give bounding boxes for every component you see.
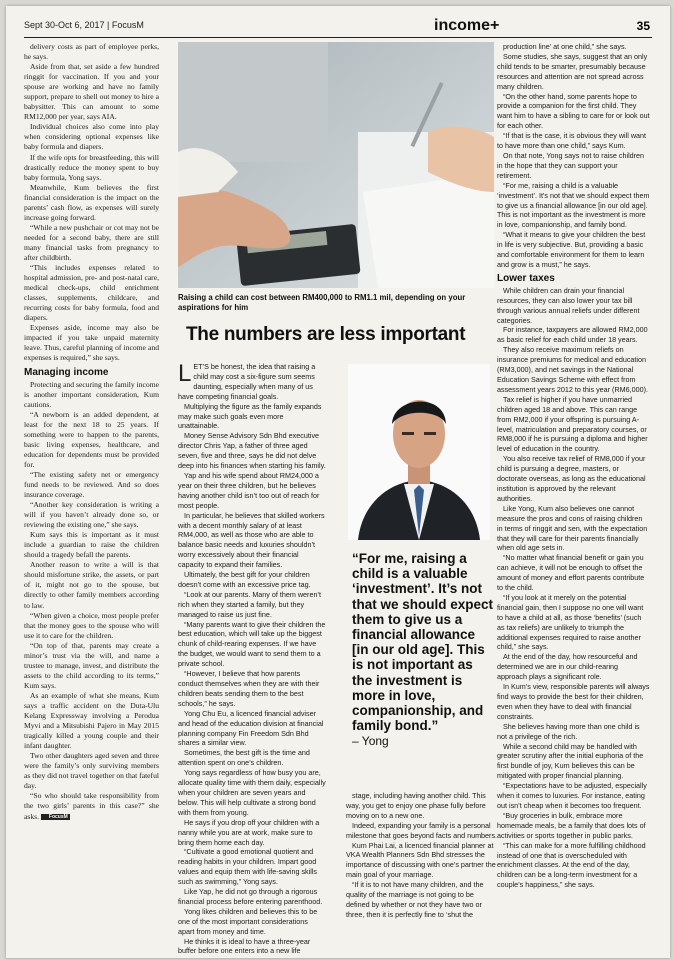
- paragraph: “The existing safety net or emergency fund needs to be reviewed. And so does insurance coverage.: [24, 469, 159, 500]
- paragraph: If the wife opts for breastfeeding, this will drastically reduce the money spent to buy baby formula, Yong says.: [24, 152, 159, 182]
- paragraph: He thinks it is ideal to have a three-year buffer before one enters into a new life: [178, 936, 311, 956]
- paragraph: At the end of the day, how resourceful and determined we are in our child-rearing approach plays a significant role.: [497, 652, 638, 682]
- article-headline: The numbers are less important: [186, 324, 466, 345]
- column-2: [178, 362, 326, 956]
- column-4: [497, 42, 650, 890]
- paragraph: Yap and his wife spend about RM24,000 a year on their three children, but he believes having another child isn’t too out of reach for most people.: [178, 470, 320, 510]
- column-3: [346, 791, 498, 920]
- paragraph: “Expectations have to be adjusted, especially when it comes to luxuries. For instance, eating out isn’t cheap when it becomes too frequent.: [497, 781, 647, 810]
- paragraph: “While a new pushchair or cot may not be needed for a second baby, there are still many financial tasks from pregnancy to after childbirth.: [24, 222, 159, 262]
- paragraph: “So who should take responsibility from the two girls’ parents in this case?” she asks. FocusM: [24, 791, 159, 821]
- drop-cap: L: [178, 360, 192, 387]
- lead-text: ET’S be honest, the idea that raising a child may cost a six-figure sum seems daunting, especially when many of us have competing financial goals.: [178, 362, 316, 401]
- paragraph: Like Yong, Kum also believes one cannot measure the pros and cons of raising children in terms of ringgit and sen, with the expectation that they will care for their parents financially when old age sets in.: [497, 503, 648, 553]
- paragraph: “However, I believe that how parents conduct themselves when they are with their children beats sending them to the best schools,” he says.: [178, 669, 320, 708]
- paragraph: Meanwhile, Kum believes the first financial consideration is the impact on the parents’ cash flow, as expenses will surely increase going forward.: [24, 182, 159, 222]
- paragraph: delivery costs as part of employee perks, he says.: [24, 42, 159, 62]
- paragraph: “No matter what financial benefit or gain you can achieve, it will not be enough to offset the amount of money and effort parents contribute to the child.: [497, 553, 645, 593]
- magazine-page: [6, 6, 670, 958]
- paragraph: “This can make for a more fulfilling childhood instead of one that is overscheduled with enrichment classes. At the end of the day, children can be a long-term investment for a couple’s happiness,” she says.: [497, 840, 646, 890]
- paragraph: “What it means to give your children the best in life is very subjective. But, providing a basic and comfortable environment for them to learn and grow is a must,” he says.: [497, 230, 646, 269]
- paragraph: “Many parents want to give their children the best education, which will take up the biggest chunk of child-rearing expenses. If we have the budget, we would want to send them to a private school.: [178, 619, 326, 669]
- paragraph: In Kum’s view, responsible parents will always find ways to provide the best for their children, even when they have to deal with financial constraints.: [497, 682, 650, 721]
- paragraph: Aside from that, set aside a few hundred ringgit for vaccination. If you and your spouse are working and have no family support, prepare to shell out money to hire a babysitter. This can amount to some RM12,000 per year, says AIA.: [24, 62, 159, 122]
- paragraph: “If it is to not have many children, and the quality of the marriage is not going to be defined by whether or not they have two or three, then it is perfectly fine to ‘shut the: [346, 880, 484, 919]
- yong-portrait-image: [348, 364, 490, 540]
- paragraph: Kum Phai Lai, a licenced financial planner at VKA Wealth Planners Sdn Bhd stresses the importance of discussing with one’s partner the main goal of your marriage.: [346, 840, 496, 880]
- paragraph: Sometimes, the best gift is the time and attention spent on one’s children.: [178, 748, 310, 768]
- photo-caption: Raising a child can cost between RM400,000 to RM1.1 mil, depending on your aspirations for him: [178, 293, 466, 312]
- paragraph: “On the other hand, some parents hope to provide a companion for the first child. They want him to have a sibling to care for or look out for each other.: [497, 91, 650, 131]
- section-title: income+: [434, 17, 500, 34]
- paragraph: Yong likes children and believes this to be one of the most important considerations apart from money and time.: [178, 906, 318, 936]
- paragraph: Like Yap, he did not go through a rigorous financial process before entering parenthood.: [178, 887, 323, 906]
- paragraph: “This includes expenses related to hospital admission, pre- and post-natal care, medical check-ups, child enrichment classes, supplements, childcare, and recurring costs for baby formula, food and diapers.: [24, 263, 159, 323]
- subheading-managing-income: Managing income: [24, 366, 109, 378]
- issue-date: Sept 30-Oct 6, 2017 | FocusM: [24, 20, 144, 30]
- paragraph: She believes having more than one child is not a privilege of the rich.: [497, 721, 640, 741]
- paragraph: “Buy groceries in bulk, embrace more homemade meals, be a family that does lots of activities or sports together in public parks.: [497, 810, 646, 840]
- paragraph: Money Sense Advisory Sdn Bhd executive director Chris Yap, a father of three aged seven, five and three, says he did not delve deep into his finances when starting his family.: [178, 431, 326, 471]
- page-header: [24, 17, 654, 34]
- paragraph: On that note, Yong says not to raise children in the hope that they can support your retirement.: [497, 150, 645, 180]
- paragraph: While a second child may be handled with greater scrutiny after the initial euphoria of the first bundle of joy, Kum believes this can be mitigated with proper financial planning.: [497, 741, 644, 781]
- paragraph: Yong Chu Eu, a licenced financial adviser and head of the education division at financial planning company Fin Freedom Sdn Bhd shares a similar view.: [178, 708, 324, 748]
- paragraph: production line’ at one child,” she says.: [503, 42, 627, 51]
- portrait-photo: [348, 364, 490, 540]
- paragraph: Tax relief is higher if you have unmarried children aged 18 and above. This can range from RM2,000 if your offspring is pursuing A-level, matriculation and preparatory courses, or RM8,000 if he is pursuing a diploma and higher level of education in the country.: [497, 394, 648, 454]
- paragraph: As an example of what she means, Kum says a traffic accident on the Duta-Ulu Kelang Expressway involving a Perodua Myvi and a Mitsubishi Pajero in May 2015 tragically killed a young couple and their infant daughter.: [24, 690, 159, 751]
- paragraph: stage, including having another child. This way, you get to enjoy one phase fully before moving on to a new one.: [346, 791, 486, 820]
- calculator-photo: [178, 42, 494, 288]
- paragraph: Indeed, expanding your family is a personal milestone that goes beyond facts and numbers.: [346, 820, 498, 840]
- paragraph: Yong says regardless of how busy you are, allocate quality time with them daily, especially when your children are seven years and below. This will help cultivate a strong bond with them from young.: [178, 768, 326, 817]
- paragraph: Ultimately, the best gift for your children doesn’t come with an excessive price tag.: [178, 570, 311, 589]
- paragraph: Two other daughters aged seven and three were the family’s only surviving members as they did not travel together on that fateful day.: [24, 751, 159, 791]
- page-number: 35: [636, 19, 650, 33]
- paragraph: Some studies, she says, suggest that an only child tends to be smarter, presumably because resources and attention are not spread across many children.: [497, 51, 648, 91]
- paragraph: “Look at our parents. Many of them weren’t rich when they started a family, but they managed to raise us just fine.: [178, 589, 322, 619]
- paragraph: Another reason to write a will is that should misfortune strike, the assets, or part of it, might not go to the spouse, but directly to other family members according to law.: [24, 560, 159, 610]
- subheading-lower-taxes: Lower taxes: [497, 272, 555, 284]
- pull-quote-attribution: – Yong: [352, 734, 389, 749]
- paragraph: “Cultivate a good emotional quotient and reading habits in your children. Impart good values and equip them with life-saving skills such as swimming,” Yong says.: [178, 847, 318, 887]
- paragraph: For instance, taxpayers are allowed RM2,000 as basic relief for each child under 18 years.: [497, 325, 648, 345]
- paragraph: “Another key consideration is writing a will if you haven’t already done so, or reviewing the existing one,” she says.: [24, 500, 159, 530]
- paragraph: Multiplying the figure as the family expands may make such goals even more unattainable.: [178, 401, 322, 431]
- column-1: [24, 42, 159, 822]
- paragraph: They also receive maximum reliefs on insurance premiums for medical and education (RM3,000), and net savings in the National Education Savings Scheme with effect from assessment years 2012 to this year (RM6,000).: [497, 345, 649, 394]
- paragraph: He says if you drop off your children with a nanny while you are at work, make sure to bring them home each day.: [178, 817, 320, 847]
- calculator-photo-image: [178, 42, 494, 288]
- lead-paragraph: [178, 362, 326, 402]
- end-tag: FocusM: [41, 814, 70, 820]
- paragraph: In particular, he believes that skilled workers with a decent monthly salary of at least RM4,000, as well as those who are able to balance basic needs and luxuries shouldn’t worry excessively about their financial capacity to expand their families.: [178, 510, 325, 570]
- paragraph: “If you look at it merely on the potential financial gain, then I suppose no one will want to have a child at all, as those ‘benefits’ (such as tax reliefs) are unlikely to triumph the additional expenses required to raise another child,” she says.: [497, 592, 644, 652]
- header-rule: [24, 37, 652, 38]
- paragraph: “On top of that, parents may create a minor’s trust via the will, and name a trustee to manage, invest, and distribute the assets to the child according to its terms,” Kum says.: [24, 640, 159, 690]
- paragraph: You also receive tax relief of RM8,000 if your child is pursuing a degree, masters, or doctorate overseas, as long as the educational institution is approved by the relevant authorities.: [497, 454, 646, 503]
- paragraph: While children can drain your financial resources, they can also lower your tax bill through various annual reliefs under different categories.: [497, 285, 640, 325]
- pull-quote-text: “For me, raising a child is a valuable ‘investment’. It’s not that we should expect them to give us a financial allowance [in our old age]. This is not important as the investment is more in love, companionship, and family bond.”: [352, 551, 494, 734]
- paragraph: Protecting and securing the family income is another important consideration, Kum cautions.: [24, 379, 159, 409]
- paragraph: “If that is the case, it is obvious they will want to have more than one child,” says Kum.: [497, 131, 647, 151]
- paragraph: “When given a choice, most people prefer that the money goes to the spouse who will use it to care for the children.: [24, 610, 159, 640]
- paragraph: “For me, raising a child is a valuable ‘investment’. It’s not that we should expect them to give us a financial allowance [in our old age]. This is not important as the investment is more in love, companionship, and family bond.: [497, 180, 650, 230]
- paragraph: Kum says this is important as it must include a guardian to raise the children should a tragedy befall the parents.: [24, 530, 159, 560]
- paragraph: “A newborn is an added dependent, at least for the next 18 to 25 years. If something were to happen to the parents, basic living expenses, healthcare, and education for dependents must be provided for.: [24, 409, 159, 469]
- paragraph: Expenses aside, income may also be impacted if you take unpaid maternity leave. Thus, careful planning of income and expenses is required,” she says.: [24, 323, 159, 363]
- pull-quote: [352, 551, 494, 750]
- paragraph: Individual choices also come into play when considering optional expenses like baby formula and diapers.: [24, 122, 159, 152]
